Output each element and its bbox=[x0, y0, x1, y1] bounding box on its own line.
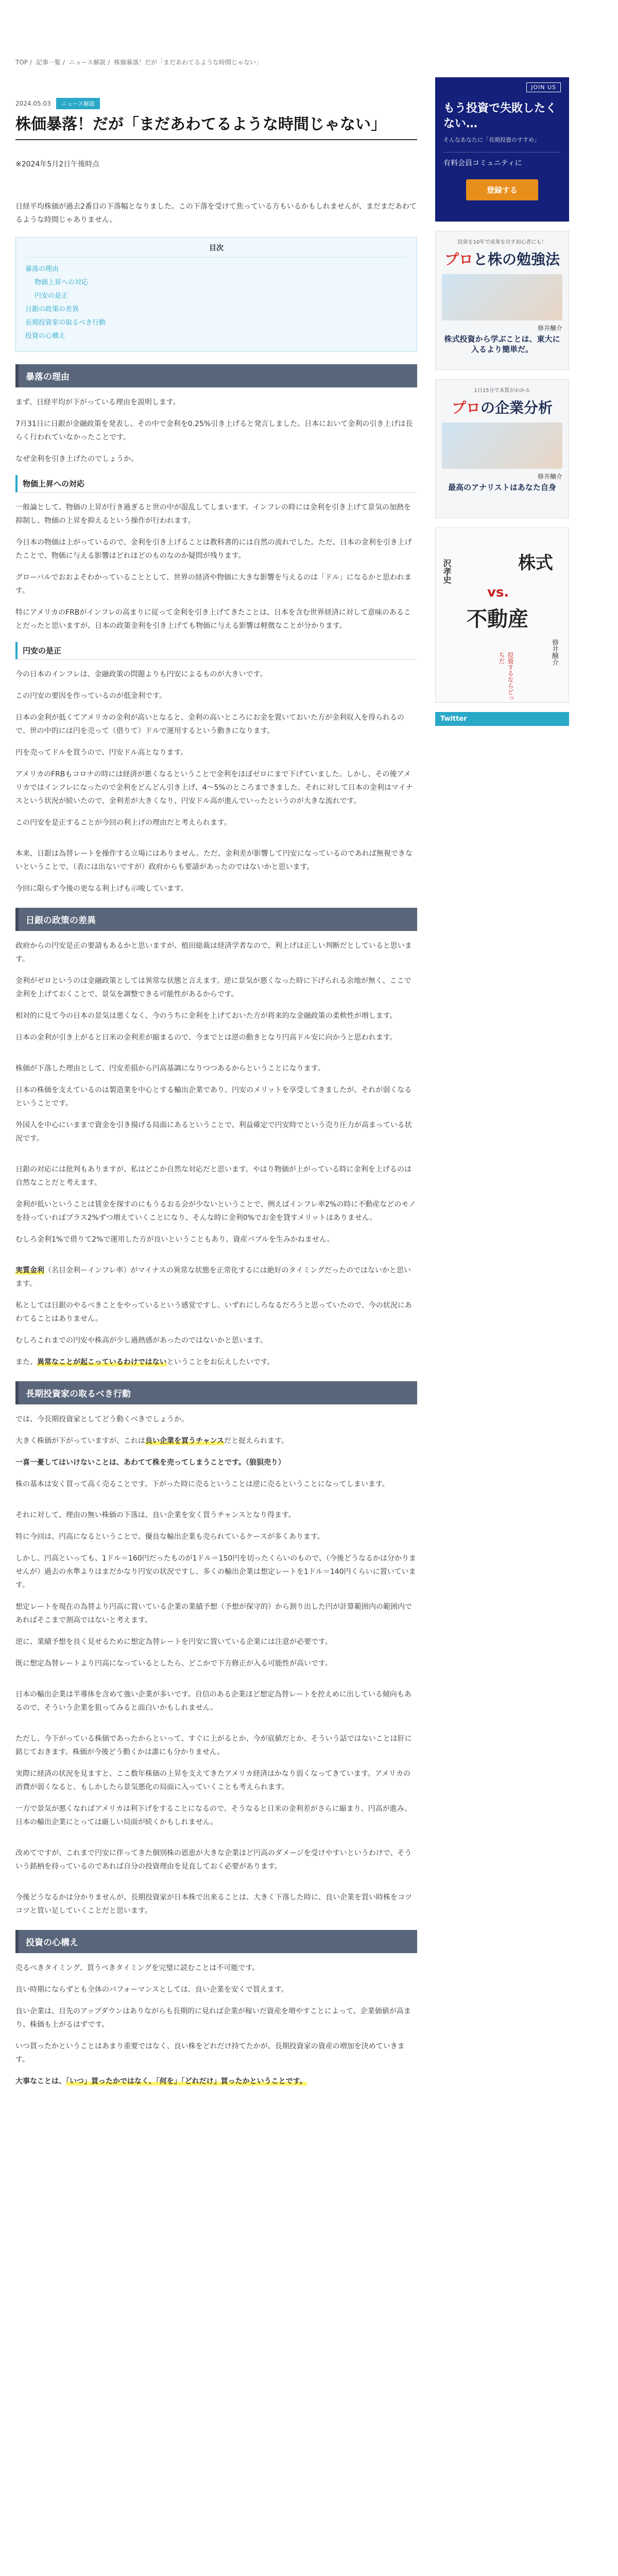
paragraph: ただし、今下がっている株価であったからといって、すぐに上がるとか、今が底値だとか、そういう話ではないことは肝に銘じておきます。株価が今後どう動くかは誰にも分かりません。 bbox=[15, 1734, 412, 1756]
register-button[interactable]: 登録する bbox=[466, 179, 538, 200]
paragraph: むしろ金利1%で借りて2%で運用した方が良いということもあり、資産バブルを生みかねません。 bbox=[15, 1235, 334, 1244]
highlight-text: 「いつ」買ったかではなく、「何を」「どれだけ」買ったかということです。 bbox=[66, 2077, 307, 2086]
paragraph: 良い時期にならずとも全体のパフォーマンスとしては、良い企業を安くで買えます。 bbox=[15, 1985, 288, 1994]
paragraph: 7月31日に日銀が金融政策を発表し、その中で金利を0.25%引き上げると発言しました。日本において金利の引き上げは長らく行われていなかったことです。 bbox=[15, 419, 413, 442]
category-badge[interactable]: ニュース解説 bbox=[56, 98, 100, 109]
paragraph: 一方で景気が悪くなればアメリカは利下げをすることになるので、そうなると日米の金利差がさらに縮まり、円高が進み、日本の輸出企業にとっては厳しい局面が続くかもしれません。 bbox=[15, 1804, 412, 1826]
paragraph: 外国人を中心にいままで資金を引き揚げる局面にあるということで、利益確定で円安時でという売り圧力が高まっている状況です。 bbox=[15, 1121, 412, 1143]
paragraph: しかし、円高といっても、1ドル＝160円だったものが1ドル＝150円を切ったくらいのもので、（今後どうなるかは分かりませんが）過去の水準よりはまだかなり円安の状況ですし、多くの輸出企業は想定レートを1ドル＝140円くらいに置いています。 bbox=[15, 1554, 416, 1589]
paragraph-bold: 一喜一憂してはいけないことは、あわてて株を売ってしまうことです。（狼狽売り） bbox=[15, 1458, 285, 1467]
book-subtitle: 株式投資から学ぶことは、東大に入るより簡単だ。 bbox=[444, 334, 560, 354]
breadcrumb: TOP / 記事一覧 / ニュース解説 / 株価暴落！だが「まだあわてるような時間じゃない」 bbox=[15, 59, 263, 66]
paragraph: 大きく株価が下がっていますが、これは良い企業を買うチャンスだと捉えられます。 bbox=[15, 1436, 289, 1445]
book-cover-illustration bbox=[442, 274, 562, 320]
book-ad-stocks-vs-realestate[interactable] bbox=[435, 528, 569, 703]
breadcrumb-articles-link[interactable]: 記事一覧 bbox=[36, 59, 61, 66]
paragraph: それに対して、理由の無い株価の下落は、良い企業を安く買うチャンスとなり得ます。 bbox=[15, 1511, 296, 1519]
paragraph: 金利がゼロというのは金融政策としては異常な状態と言えます。逆に景気が悪くなった時に下げられる余地が無く、ここで金利を上げておくことで、景気を調整できる可能性があるからです。 bbox=[15, 976, 411, 998]
paragraph: 円を売ってドルを買うので、円安ドル高となります。 bbox=[15, 748, 188, 757]
ad-subline: そんなあなたに「長期投資のすすめ」 bbox=[443, 137, 540, 144]
book-title: プロと株の勉強法 bbox=[444, 251, 560, 268]
toc-item-reason[interactable]: 暴落の理由 bbox=[25, 265, 59, 273]
paragraph: グローバルでおおよそわかっていることとして、世界の経済や物価に大きな影響を与えるのは「ドル」になるかと思われます。 bbox=[15, 573, 412, 595]
paragraph: 日銀の対応には批判もありますが、私はどこか自然な対応だと思います。やはり物価が上がっている時に金利を上げるのは自然なことだと考えます。 bbox=[15, 1165, 411, 1187]
paragraph: また、異常なことが起こっているわけではないということをお伝えしたいです。 bbox=[15, 1358, 274, 1366]
paragraph: いつ買ったかということはあまり重要ではなく、良い株をどれだけ持てたかが、長期投資家の資産の増加を決めていきます。 bbox=[15, 2042, 405, 2064]
paragraph: 日本の金利が引き上がると日米の金利差が縮まるので、今までとは逆の動きとなり円高ドル安に向かうと思われます。 bbox=[15, 1033, 397, 1042]
book-ad-company-analysis[interactable] bbox=[435, 379, 569, 518]
book-title-realestate: 不動産 bbox=[467, 607, 528, 631]
paragraph: 相対的に見て今の日本の景気は悪くなく、今のうちに金利を上げておいた方が将来的な金融政策の柔軟性が増します。 bbox=[15, 1011, 397, 1020]
subheading-inflation: 物価上昇への対応 bbox=[15, 475, 417, 493]
paragraph: 既に想定為替レートより円高になっているとしたら、どこかで下方修正が入る可能性が高いです。 bbox=[15, 1659, 332, 1668]
paragraph: 逆に、業績予想を良く見せるために想定為替レートを円安に置いている企業には注意が必要です。 bbox=[15, 1637, 332, 1646]
book-ad-study-method[interactable] bbox=[435, 231, 569, 370]
paragraph: 実質金利（名目金利ーインフレ率）がマイナスの異常な状態を正常化するには絶好のタイミングだったのではないかと思います。 bbox=[15, 1266, 411, 1288]
paragraph: アメリカのFRBもコロナの時には経済が悪くなるということで金利をほぼゼロにまで下げていました。しかし、その後アメリカではインフレになったので金利をどんどん引き上げ、4〜5%のところまできました。それに対して日本の金利はマイナスという状況が続いたので、金利差が大きくなり、円安ドル高が進んでいったというのが大きな流れです。 bbox=[15, 770, 413, 805]
paragraph: では、今長期投資家としてどう動くべきでしょうか。 bbox=[15, 1415, 188, 1423]
paragraph: 今回に限らず今後の更なる利上げも示唆しています。 bbox=[15, 884, 188, 893]
paragraph: 日本の株価を支えているのは製造業を中心とする輸出企業であり、円安のメリットを享受してきましたが、それが弱くなるということです。 bbox=[15, 1086, 412, 1108]
paragraph: 日本の輸出企業は半導体を含めて強い企業が多いです。自信のある企業ほど想定為替レートを控えめに出している傾向もあるので、そういう企業を狙ってみると面白いかもしれません。 bbox=[15, 1690, 411, 1712]
paragraph: 特に今回は、円高になるということで、優良な輸出企業も売られているケースが多くあります。 bbox=[15, 1532, 324, 1541]
paragraph: この円安の要因を作っているのが低金利です。 bbox=[15, 691, 166, 700]
article-main bbox=[15, 98, 417, 2088]
breadcrumb-top-link[interactable]: TOP bbox=[15, 59, 28, 66]
book-author: 修井醸介 bbox=[537, 473, 562, 480]
highlight-text: 実質金利 bbox=[15, 1266, 44, 1275]
paragraph: 金利が低いということは賃金を探すのにもうるおる会が少ないということで、例えばインフレ率2%の時に不動産などのモノを持っていればプラス2%ずつ増えていくことになり、そんな時に金利0%でお金を貸すメリットはありません。 bbox=[15, 1200, 416, 1222]
toc-item-long-term[interactable]: 長期投資家の取るべき行動 bbox=[25, 318, 106, 327]
paragraph: 株価が下落した理由として、円安差損から円高基調になりつつあるからということになります。 bbox=[15, 1064, 325, 1073]
paragraph: 良い企業は、目先のアップダウンはありながらも長期的に見れば企業が稼いだ資産を増やすことによって、企業価値が高まり、株価も上がるはずです。 bbox=[15, 2007, 411, 2029]
book-author: 沢孝史 bbox=[442, 559, 452, 584]
paragraph: 大事なことは、「いつ」買ったかではなく、「何を」「どれだけ」買ったかということです。 bbox=[15, 2077, 307, 2086]
paragraph: まず、日経平均が下がっている理由を説明します。 bbox=[15, 398, 180, 406]
paragraph: 今後どうなるかは分かりませんが、長期投資家が日本株で出来ることは、大きく下落した時に、良い企業を買い時株をコツコツと買い足していくことだと思います。 bbox=[15, 1893, 412, 1915]
paragraph: 本来、日銀は為替レートを操作する立場にはありません。ただ、金利差が影響して円安になっているのであれば無視できないということで、（表には出ないですが）政府からも要請があったのではないかと思います。 bbox=[15, 849, 413, 871]
article-date: 2024.05.03 bbox=[15, 100, 51, 107]
section-heading-boj-policy: 日銀の政策の差異 bbox=[15, 908, 417, 931]
article-meta bbox=[15, 98, 417, 109]
book-subtitle: 投資するならどっちだ bbox=[498, 652, 514, 701]
book-author: 修井醸介 bbox=[537, 325, 562, 332]
highlight-text: 異常なことが起こっているわけではない bbox=[37, 1358, 167, 1366]
toc-item-mindset[interactable]: 投資の心構え bbox=[25, 332, 66, 340]
book-band: 投資を10年で成果を出す初心者にも！ bbox=[457, 240, 547, 245]
book-title-vs: vs. bbox=[487, 585, 509, 600]
sidebar bbox=[435, 77, 569, 726]
paragraph: 改めてですが、これまで円安に伴ってきた個別株の恩恵が大きな企業ほど円高のダメージを受けやすいというわけで、そういう銘柄を持っているのであれば自分の投資理由を見直しておく必要があります。 bbox=[15, 1849, 412, 1871]
article-title: 株価暴落！だが「まだあわてるような時間じゃない」 bbox=[15, 113, 417, 140]
book-band: 1日15分で本質がわかる bbox=[474, 388, 530, 394]
paragraph: 今日本の物価は上がっているので、金利を引き上げることは教科書的には自然の流れでした。ただ、日本の金利を引き上げたことで、物価に与える影響はどれほどのものなのか疑問が残ります。 bbox=[15, 538, 412, 560]
section-heading-reason: 暴落の理由 bbox=[15, 364, 417, 387]
ad-community-text: 有料会員コミュニティに bbox=[443, 152, 561, 168]
paragraph: 売るべきタイミング、買うべきタイミングを完璧に読むことは不可能です。 bbox=[15, 1963, 260, 1972]
breadcrumb-current: 株価暴落！だが「まだあわてるような時間じゃない」 bbox=[114, 59, 263, 66]
book-subtitle: 最高のアナリストはあなた自身 bbox=[448, 483, 556, 492]
join-us-badge: JOIN US bbox=[526, 82, 561, 92]
article-intro: 日経平均株価が過去2番目の下落幅となりました。この下落を受けて焦っている方もいるかもしれませんが、まだまだあわてるような時間じゃありません。 bbox=[15, 202, 417, 224]
paragraph: この円安を是正することが今回の利上げの理由だと考えられます。 bbox=[15, 818, 231, 827]
paragraph: 想定レートを現在の為替より円高に置いている企業の業績予想（予想が保守的）から割り出した円が計算範囲内の範囲内であればそこまで割高ではないと考えます。 bbox=[15, 1602, 412, 1624]
highlight-text: 良い企業を買うチャンス bbox=[145, 1436, 225, 1445]
table-of-contents bbox=[15, 237, 417, 352]
toc-item-inflation[interactable]: 物価上昇への対応 bbox=[35, 278, 89, 286]
paragraph: 政府からの円安是正の要請もあるかと思いますが、植田総裁は経済学者なので、利上げは正しい判断だとしていると思います。 bbox=[15, 941, 412, 963]
toc-item-boj-policy[interactable]: 日銀の政策の差異 bbox=[25, 305, 79, 313]
book-title-stocks: 株式 bbox=[518, 553, 553, 573]
section-heading-long-term: 長期投資家の取るべき行動 bbox=[15, 1381, 417, 1404]
book-title: プロの企業分析 bbox=[451, 399, 553, 416]
section-heading-mindset: 投資の心構え bbox=[15, 1930, 417, 1953]
ad-headline: もう投資で失敗したくない… bbox=[443, 102, 557, 130]
paragraph: 今の日本のインフレは、金融政策の問題よりも円安によるものが大きいです。 bbox=[15, 670, 267, 679]
toc-title: 目次 bbox=[25, 243, 407, 258]
book-cover-illustration bbox=[442, 422, 562, 469]
twitter-widget-header[interactable]: Twitter bbox=[435, 712, 569, 726]
paragraph: むしろこれまでの円安や株高が少し過熱感があったのではないかと思います。 bbox=[15, 1336, 267, 1345]
paragraph: 一般論として、物価の上昇が行き過ぎると世の中が混乱してしまいます。インフレの時には金利を引き上げて景気の加熱を抑制し、物価の上昇を抑えるという操作が行われます。 bbox=[15, 503, 411, 525]
book-author: 修井醸介 bbox=[551, 639, 558, 666]
paragraph: なぜ金利を引き上げたのでしょうか。 bbox=[15, 454, 138, 463]
paragraph: 株の基本は安く買って高く売ることです。下がった時に売るということは逆に売るということになってしまいます。 bbox=[15, 1480, 389, 1488]
subheading-yen: 円安の是正 bbox=[15, 642, 417, 659]
paragraph: 実際に経済の状況を見ますと、ここ数年株価の上昇を支えてきたアメリカ経済はかなり弱くなってきています。アメリカの消費が弱くなると、もしかしたら景気悪化の局面に入っていくことも考えられます。 bbox=[15, 1769, 410, 1791]
toc-item-yen[interactable]: 円安の是正 bbox=[35, 292, 68, 300]
paragraph: 私としては日銀のやるべきことをやっているという感覚ですし、いずれにしろなるだろうと思っていたので、今の状況にあわてることはありません。 bbox=[15, 1301, 412, 1323]
paragraph: 日本の金利が低くてアメリカの金利が高いとなると、金利の高いところにお金を置いておいた方が金利収入を得られるので、世の中的には円を売って（借りて）ドルで運用するという動きになります。 bbox=[15, 713, 405, 735]
community-ad-banner[interactable] bbox=[435, 77, 569, 222]
paragraph: 特にアメリカのFRBがインフレの高まりに従って金利を引き上げてきたことは、日本を含む世界経済に対して意味のあることだったと思いますが、日本の政策金利を引き上げても物価に与える影響は軽微なことが分かります。 bbox=[15, 608, 411, 630]
breadcrumb-category-link[interactable]: ニュース解説 bbox=[68, 59, 106, 66]
article-dateline: ※2024年5月2日午後時点 bbox=[15, 160, 100, 168]
toc-list bbox=[25, 263, 407, 343]
